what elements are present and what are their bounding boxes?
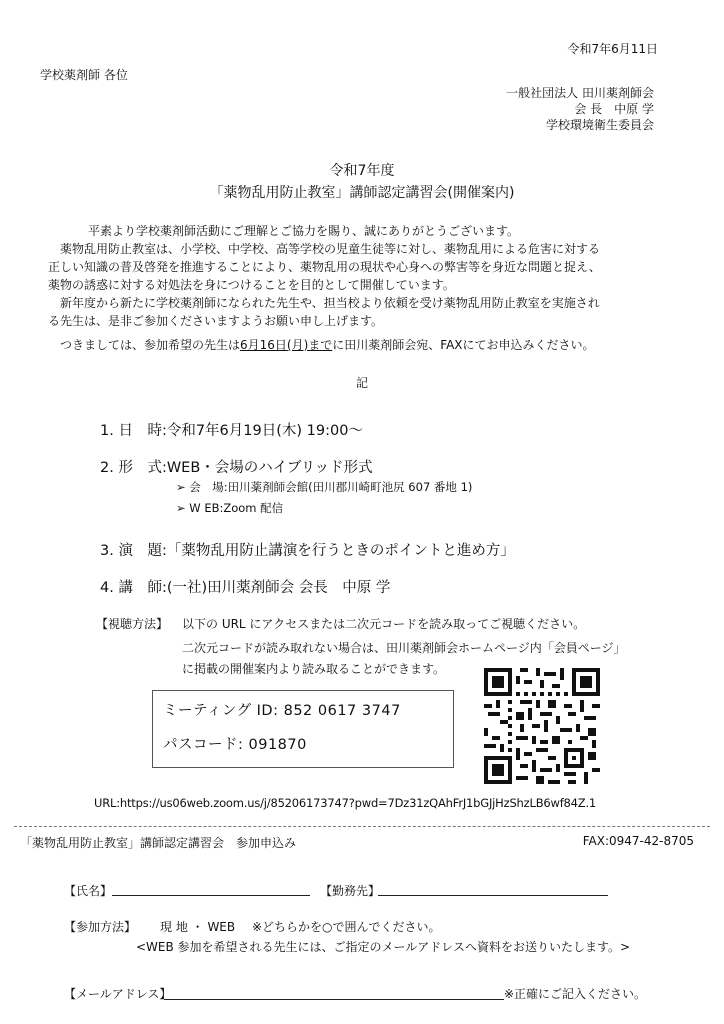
web-note: <WEB 参加を希望される先生には、ご指定のメールアドレスへ資料をお送りいたします。>: [136, 940, 631, 954]
paragraph-1: 平素より学校薬剤師活動にご理解とご協力を賜り、誠にありがとうございます。: [88, 224, 520, 238]
meeting-info-box: [152, 690, 454, 768]
title-year: 令和7年度: [329, 163, 395, 179]
email-note: ※正確にご記入ください。: [504, 987, 647, 1001]
paragraph-3a: 新年度から新たに学校薬剤師になられた先生や、担当校より依頼を受け薬物乱用防止教室を実施され: [60, 296, 600, 310]
method-options[interactable]: 現 地 ・ WEB: [160, 920, 236, 934]
item-web: ➢ W EB:Zoom 配信: [176, 501, 284, 515]
viewing-line-3: に掲載の開催案内より読み取ることができます。: [182, 662, 446, 676]
ki-marker: 記: [355, 376, 368, 390]
viewing-label: 【視聴方法】: [96, 617, 169, 631]
work-label: 【勤務先】: [320, 884, 381, 898]
paragraph-4: [40, 336, 684, 354]
method-note: ※どちらかを○で囲んでください。: [252, 920, 441, 934]
name-label: 【氏名】: [64, 884, 113, 898]
paragraph-2b: 正しい知識の普及啓発を推進することにより、薬物乱用の現状や心身への弊害等を身近な問題と捉え、: [48, 260, 601, 274]
sender-head: 会 長 中原 学: [574, 102, 654, 116]
paragraph-4-post: に田川薬剤師会宛、FAXにてお申込みください。: [332, 338, 595, 352]
cut-line: [14, 826, 710, 827]
item-topic: 3. 演 題:「薬物乱用防止講演を行うときのポイントと進め方」: [100, 543, 515, 559]
viewing-line-1: 以下の URL にアクセスまたは二次元コードを読み取ってご視聴ください。: [182, 617, 586, 631]
item-lecturer: 4. 講 師:(一社)田川薬剤師会 会長 中原 学: [100, 580, 391, 596]
paragraph-4-pre: つきましては、参加希望の先生は: [60, 338, 241, 352]
sender-committee: 学校環境衛生委員会: [545, 118, 654, 132]
meeting-id: ミーティング ID: 852 0617 3747: [163, 703, 401, 719]
workplace-field[interactable]: [378, 895, 608, 896]
form-heading: 「薬物乱用防止教室」講師認定講習会 参加申込み: [20, 836, 297, 850]
page-title: 「薬物乱用防止教室」講師認定講習会(開催案内): [209, 185, 515, 201]
form-fax: FAX:0947-42-8705: [582, 834, 694, 848]
meeting-url[interactable]: URL:https://us06web.zoom.us/j/85206173747?pwd=7Dz31zQAhFrJ1bGJjHzShzLB6wf84Z.1: [94, 796, 597, 810]
meeting-passcode: パスコード: 091870: [163, 737, 307, 753]
item-datetime: 1. 日 時:令和7年6月19日(木) 19:00～: [100, 423, 363, 439]
paragraph-2c: 薬物の誘惑に対する対処法を身につけることを目的として開催しています。: [48, 278, 455, 292]
deadline: 6月16日(月)まで: [240, 338, 333, 352]
viewing-line-2: 二次元コードが読み取れない場合は、田川薬剤師会ホームページ内「会員ページ」: [182, 641, 626, 655]
method-label: 【参加方法】: [64, 920, 137, 934]
item-venue: ➢ 会 場:田川薬剤師会館(田川郡川崎町池尻 607 番地 1): [176, 480, 473, 494]
name-field[interactable]: [112, 895, 310, 896]
sender-org: 一般社団法人 田川薬剤師会: [506, 86, 654, 100]
item-format: 2. 形 式:WEB・会場のハイブリッド形式: [100, 460, 373, 476]
paragraph-3b: る先生は、是非ご参加くださいますようお願い申し上げます。: [48, 314, 384, 328]
issue-date: 令和7年6月11日: [567, 42, 658, 56]
paragraph-2a: 薬物乱用防止教室は、小学校、中学校、高等学校の児童生徒等に対し、薬物乱用による危害に対する: [60, 242, 601, 256]
qr-code-icon[interactable]: [484, 668, 600, 784]
addressee: 学校薬剤師 各位: [40, 68, 128, 82]
email-label: 【メールアドレス】: [64, 987, 172, 1001]
email-field[interactable]: [164, 999, 504, 1000]
